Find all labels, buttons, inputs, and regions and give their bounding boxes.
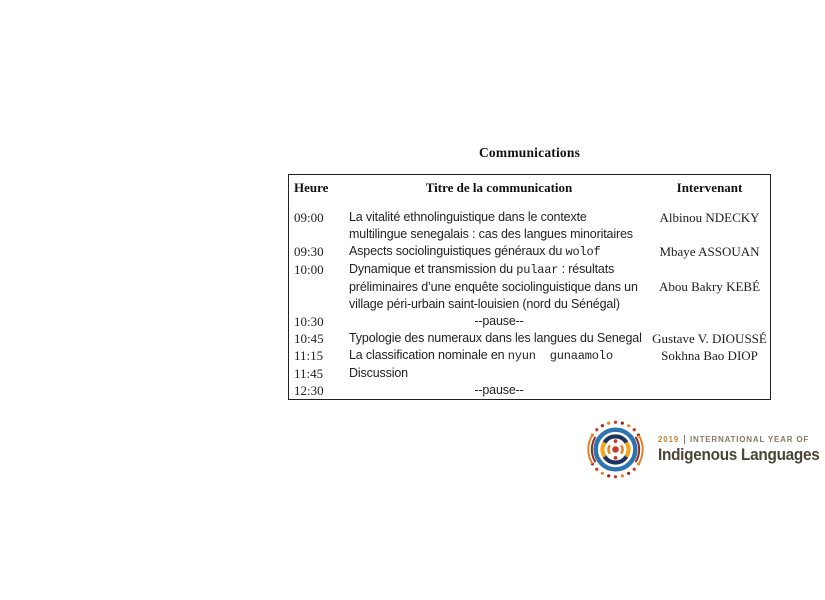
emblem-left-yellow-arc [602, 444, 603, 455]
language-name-mono: pulaar [516, 263, 559, 277]
time-cell: 11:15 [294, 348, 324, 363]
table-row [289, 382, 770, 399]
time-cell: 11:45 [294, 366, 324, 381]
time-cell: 10:00 [294, 262, 324, 277]
emblem-bottom-red-dot [614, 456, 618, 460]
table-row [289, 209, 770, 243]
header-heure: Heure [294, 180, 329, 195]
speaker-cell: Albinou NDECKY [659, 210, 760, 225]
title-cell: Aspects sociolinguistiques généraux du wolof [349, 244, 601, 259]
time-cell: 09:00 [294, 210, 324, 225]
title-cell: Dynamique et transmission du pulaar : résultats préliminaires d’une enquête sociolinguistique dans un village péri-urbain saint-louisien (nord du Sénégal) [349, 262, 638, 311]
logo-name: Indigenous Languages [658, 445, 820, 464]
speaker-cell: Mbaye ASSOUAN [659, 244, 760, 259]
emblem-right-yellow-arc [627, 444, 628, 455]
table-row [289, 330, 770, 347]
speaker-cell: Sokhna Bao DIOP [661, 348, 758, 363]
title-cell: --pause-- [474, 314, 524, 328]
speaker-cell [649, 365, 770, 382]
title-cell: --pause-- [474, 383, 524, 397]
emblem-top-red-dot [614, 439, 618, 443]
title-cell: La vitalité ethnolinguistique dans le contexte multilingue senegalais : cas des langues minoritaires [349, 210, 633, 241]
table-row [289, 365, 770, 382]
table-row [289, 261, 770, 313]
time-cell: 12:30 [294, 383, 324, 398]
header-titre: Titre de la communication [425, 180, 573, 195]
time-cell: 09:30 [294, 244, 324, 259]
iyil-2019-logo [580, 414, 825, 485]
speaker-cell [649, 382, 770, 399]
time-cell: 10:30 [294, 314, 324, 329]
table-body [289, 209, 770, 399]
speaker-cell: Abou Bakry KEBÉ [658, 279, 761, 294]
logo-top-line [658, 435, 825, 444]
logo-international-year-of: INTERNATIONAL YEAR OF [690, 434, 810, 444]
emblem-inner-right-orange-arc [622, 446, 623, 453]
title-cell: Typologie des numeraux dans les langues du Senegal [349, 331, 642, 345]
header-intervenant: Intervenant [676, 180, 743, 195]
language-name-mono: nyun gunaamolo [507, 349, 613, 363]
time-cell: 10:45 [294, 331, 324, 346]
table-row [289, 313, 770, 330]
communications-table [288, 174, 771, 400]
speaker-cell: Gustave V. DIOUSSÉ [652, 331, 767, 346]
table-row [289, 243, 770, 261]
iyil-emblem-icon [580, 414, 651, 485]
table-header-row [289, 180, 770, 196]
emblem-inner-left-orange-arc [608, 446, 609, 453]
language-name-mono: wolof [565, 245, 601, 259]
emblem-center-red-dot [612, 446, 619, 453]
logo-text-block [658, 435, 825, 465]
logo-year: 2019 [658, 434, 679, 444]
logo-divider [684, 435, 685, 444]
title-cell: Discussion [349, 366, 408, 380]
speaker-cell [649, 313, 770, 330]
page-title: Communications [478, 145, 581, 160]
title-cell: La classification nominale en nyun gunaamolo [349, 348, 613, 363]
table-row [289, 347, 770, 365]
